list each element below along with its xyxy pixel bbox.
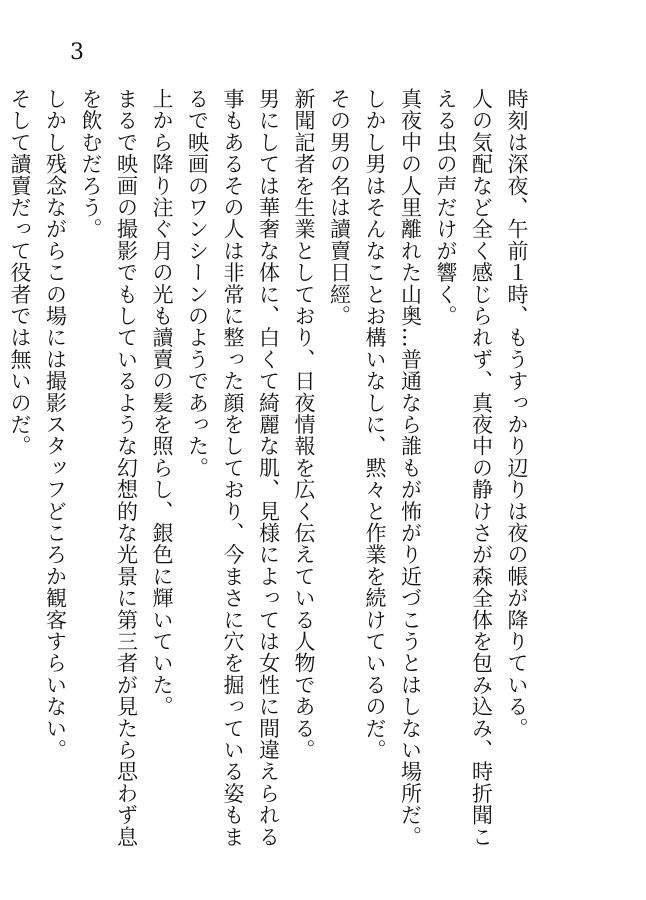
text-line: まるで映画の撮影でもしているような幻想的な光景に第三者が見たら思わず息: [114, 88, 139, 848]
text-line: 男にしては華奢な体に、白くて綺麗な肌、見様によっては女性に間違えられる: [256, 88, 281, 848]
text-line: そして讀賣だって役者では無いのだ。: [8, 88, 32, 457]
text-line: 事もあるその人は非常に整った顔をしており、今まさに穴を掘っている姿もま: [221, 88, 245, 848]
text-line: 上から降り注ぐ月の光も讀賣の髪を照らし、銀色に輝いていた。: [150, 88, 174, 718]
text-line: 真夜中の人里離れた山奥…普通なら誰もが怖がり近づこうとはしない場所だ。: [398, 88, 423, 848]
text-line: その男の名は讀賣日經。: [327, 88, 352, 327]
text-line: 時刻は深夜、午前１時、もうすっかり辺りは夜の帳が降りている。: [505, 88, 529, 739]
text-line: 人の気配など全く感じられず、真夜中の静けさが森全体を包み込み、時折聞こ: [469, 88, 494, 848]
text-line: を飲むだろう。: [79, 88, 103, 240]
text-line: える虫の声だけが響く。: [434, 88, 458, 327]
text-line: しかし残念ながらこの場には撮影スタッフどころか観客すらいない。: [43, 88, 68, 761]
vertical-text-body: [2, 88, 535, 878]
text-line: るで映画のワンシーンのようであった。: [185, 88, 210, 479]
text-line: 新聞記者を生業としており、日夜情報を広く伝えている人物である。: [292, 88, 316, 761]
page-number: 3: [70, 40, 84, 65]
text-line: しかし男はそんなことお構いなしに、黙々と作業を続けているのだ。: [363, 88, 387, 761]
